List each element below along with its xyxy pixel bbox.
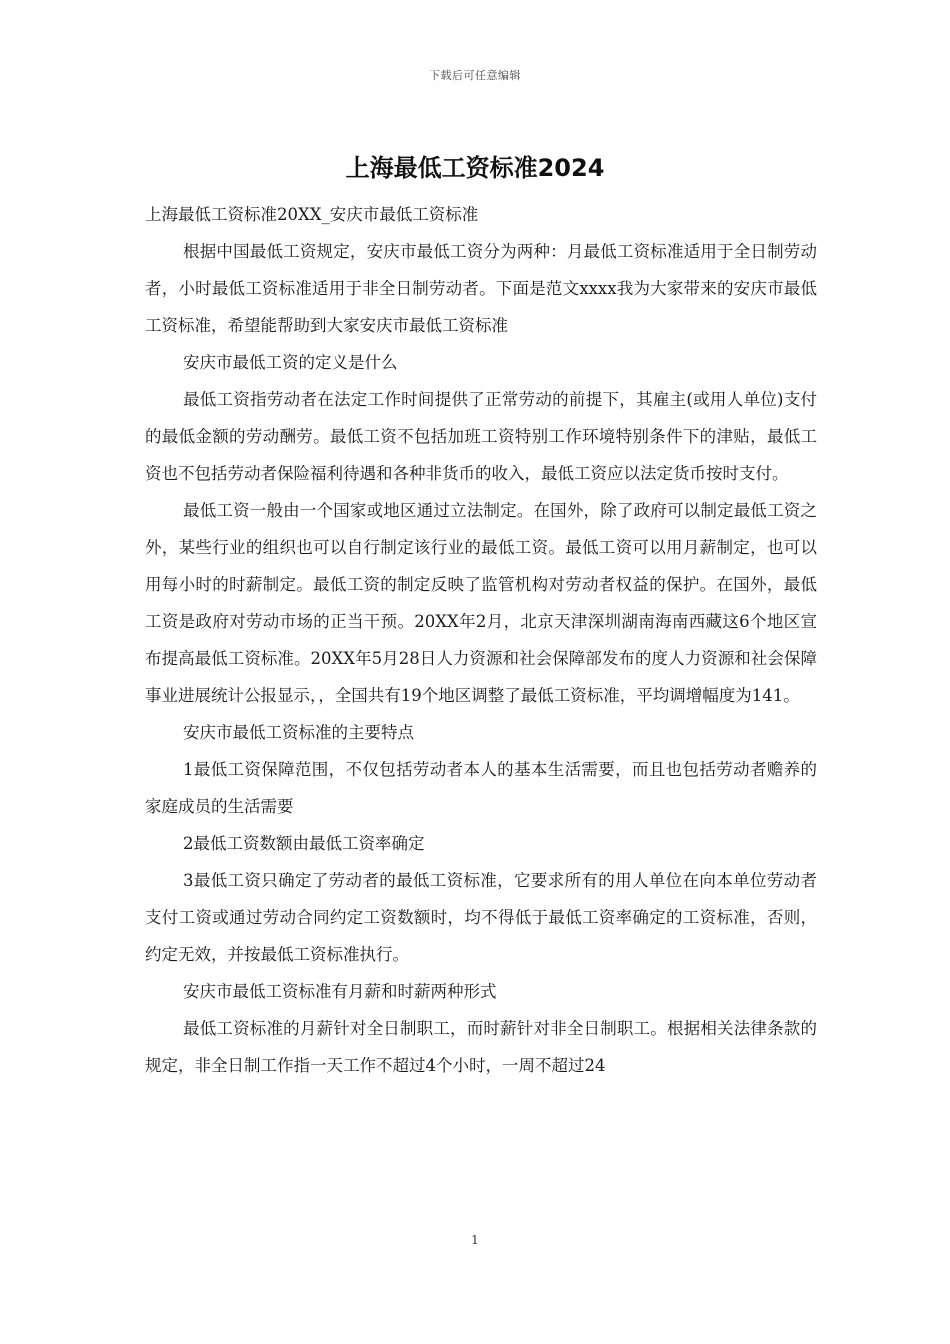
section-heading-forms: 安庆市最低工资标准有月薪和时薪两种形式	[183, 982, 497, 1001]
section-heading-features: 安庆市最低工资标准的主要特点	[183, 723, 414, 742]
document-body	[145, 196, 817, 1084]
feature-item-3: 3最低工资只确定了劳动者的最低工资标准，它要求所有的用人单位在向本单位劳动者支付工资或通过劳动合同约定工资数额时，均不得低于最低工资率确定的工资标准，否则，约定无效，并按最低工资标准执行。	[145, 871, 817, 964]
paragraph-definition: 最低工资指劳动者在法定工作时间提供了正常劳动的前提下，其雇主(或用人单位)支付的最低金额的劳动酬劳。最低工资不包括加班工资特别工作环境特别条件下的津贴，最低工资也不包括劳动者保险福利待遇和各种非货币的收入，最低工资应以法定货币按时支付。	[145, 390, 817, 483]
page-number: 1	[471, 1233, 479, 1247]
paragraph-intro: 根据中国最低工资规定，安庆市最低工资分为两种：月最低工资标准适用于全日制劳动者，小时最低工资标准适用于非全日制劳动者。下面是范文xxxx我为大家带来的安庆市最低工资标准，希望能帮助到大家安庆市最低工资标准	[145, 242, 817, 335]
paragraph-legislation: 最低工资一般由一个国家或地区通过立法制定。在国外，除了政府可以制定最低工资之外，某些行业的组织也可以自行制定该行业的最低工资。最低工资可以用月薪制定，也可以用每小时的时薪制定。最低工资的制定反映了监管机构对劳动者权益的保护。在国外，最低工资是政府对劳动市场的正当干预。20XX年2月，北京天津深圳湖南海南西藏这6个地区宣布提高最低工资标准。20XX年5月28日人力资源和社会保障部发布的度人力资源和社会保障事业进展统计公报显示，，全国共有19个地区调整了最低工资标准，平均调增幅度为141。	[145, 501, 817, 705]
document-title: 上海最低工资标准2024	[345, 154, 605, 182]
paragraph-forms: 最低工资标准的月薪针对全日制职工，而时薪针对非全日制职工。根据相关法律条款的规定，非全日制工作指一天工作不超过4个小时，一周不超过24	[145, 1019, 817, 1075]
feature-item-2: 2最低工资数额由最低工资率确定	[183, 834, 425, 853]
section-heading-definition: 安庆市最低工资的定义是什么	[183, 353, 398, 372]
subtitle-line: 上海最低工资标准20XX_安庆市最低工资标准	[145, 205, 479, 224]
feature-item-1: 1最低工资保障范围，不仅包括劳动者本人的基本生活需要，而且也包括劳动者赡养的家庭成员的生活需要	[145, 760, 817, 816]
header-note: 下载后可任意编辑	[429, 69, 521, 82]
